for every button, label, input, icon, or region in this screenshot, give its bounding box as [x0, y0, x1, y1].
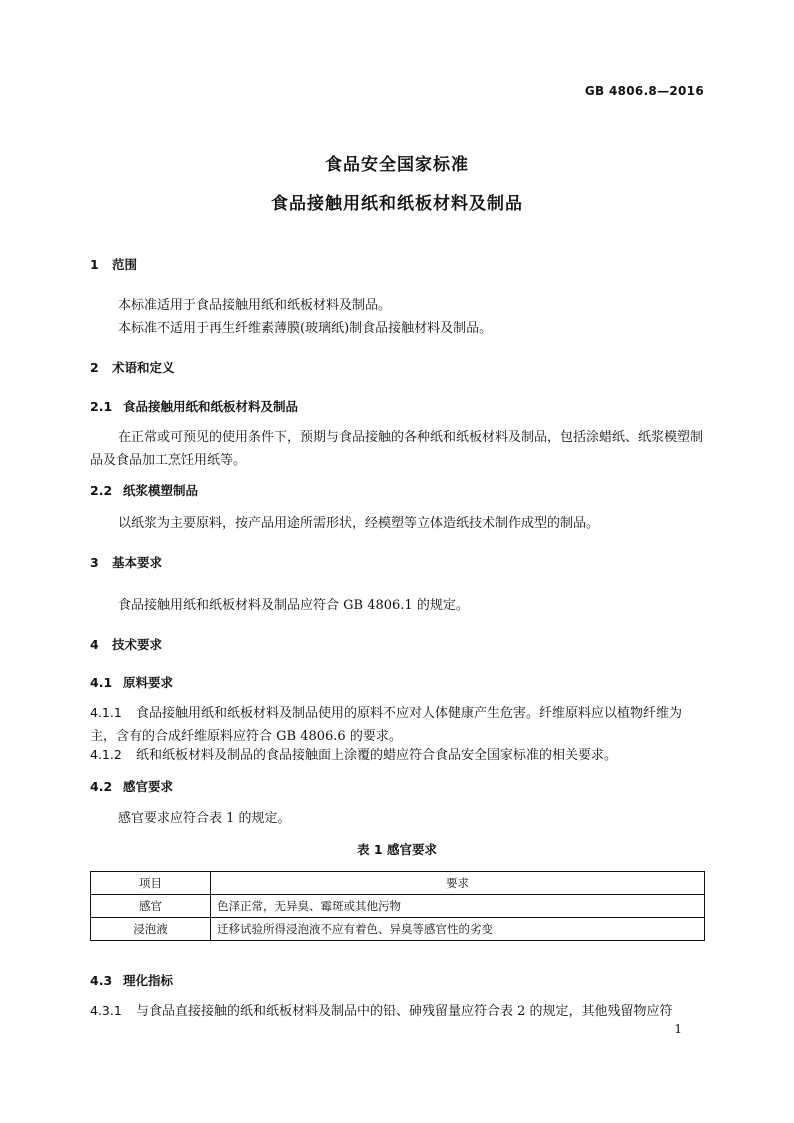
- table-header-cell: 要求: [211, 872, 705, 895]
- section-number: 4.1: [90, 675, 113, 690]
- clause-4-3-1: 4.3.1 与食品直接接触的纸和纸板材料及制品中的铅、砷残留量应符合表 2 的规定，其他残留物应符: [90, 1003, 673, 1019]
- section-number: 4: [90, 637, 99, 652]
- section-1-paragraph-1: 本标准适用于食品接触用纸和纸板材料及制品。: [118, 298, 392, 313]
- page-number: 1: [674, 1022, 682, 1036]
- section-4-3-heading: [90, 971, 173, 989]
- document-title-line-1: 食品安全国家标准: [325, 155, 469, 175]
- table-header-cell: 项目: [91, 872, 211, 895]
- section-1-paragraph-2: 本标准不适用于再生纤维素薄膜(玻璃纸)制食品接触材料及制品。: [118, 321, 493, 336]
- section-title: 纸浆模塑制品: [123, 483, 199, 498]
- section-number: 2.2: [90, 483, 113, 498]
- table-row: [91, 895, 705, 918]
- section-2-1-heading: [90, 397, 298, 415]
- section-number: 3: [90, 555, 99, 570]
- section-number: 4.3: [90, 973, 113, 988]
- section-4-1-heading: [90, 673, 173, 691]
- section-2-2-definition: 以纸浆为主要原料，按产品用途所需形状，经模塑等立体造纸技术制作成型的制品。: [118, 516, 600, 531]
- section-number: 4.2: [90, 779, 113, 794]
- section-title: 术语和定义: [112, 360, 175, 375]
- table-header-row: [91, 872, 705, 895]
- clause-4-1-2: 4.1.2 纸和纸板材料及制品的食品接触面上涂覆的蜡应符合食品安全国家标准的相关要求。: [90, 747, 618, 763]
- table-cell: 感官: [91, 895, 211, 918]
- section-2-2-heading: [90, 481, 198, 499]
- table-cell: 色泽正常，无异臭、霉斑或其他污物: [211, 895, 705, 918]
- section-title: 感官要求: [123, 779, 174, 794]
- table-cell: 迁移试验所得浸泡液不应有着色、异臭等感官性的劣变: [211, 918, 705, 941]
- section-3-paragraph: 食品接触用纸和纸板材料及制品应符合 GB 4806.1 的规定。: [118, 598, 469, 613]
- section-4-2-paragraph: 感官要求应符合表 1 的规定。: [118, 811, 291, 826]
- table-cell: 浸泡液: [91, 918, 211, 941]
- section-4-heading: [90, 635, 162, 653]
- table-row: [91, 918, 705, 941]
- table-1: [90, 871, 705, 941]
- section-1-heading: [90, 255, 137, 273]
- section-4-2-heading: [90, 777, 173, 795]
- section-2-1-definition: 在正常或可预见的使用条件下，预期与食品接触的各种纸和纸板材料及制品，包括涂蜡纸、纸浆模塑制品及食品加工烹饪用纸等。: [90, 430, 704, 468]
- section-title: 原料要求: [123, 675, 174, 690]
- standard-code: GB 4806.8—2016: [584, 84, 704, 98]
- section-3-heading: [90, 553, 162, 571]
- section-number: 2: [90, 360, 99, 375]
- section-number: 2.1: [90, 399, 113, 414]
- section-number: 1: [90, 257, 99, 272]
- section-title: 技术要求: [112, 637, 163, 652]
- clause-4-1-1: 4.1.1 食品接触用纸和纸板材料及制品使用的原料不应对人体健康产生危害。纤维原料应以植物纤维为主，含有的合成纤维原料应符合 GB 4806.6 的要求。: [90, 705, 683, 744]
- section-title: 范围: [112, 257, 138, 272]
- section-2-heading: [90, 358, 175, 376]
- section-title: 基本要求: [112, 555, 163, 570]
- document-title-line-2: 食品接触用纸和纸板材料及制品: [271, 194, 523, 214]
- section-title: 理化指标: [123, 973, 174, 988]
- table-1-caption: 表 1 感官要求: [357, 842, 437, 857]
- section-title: 食品接触用纸和纸板材料及制品: [123, 399, 299, 414]
